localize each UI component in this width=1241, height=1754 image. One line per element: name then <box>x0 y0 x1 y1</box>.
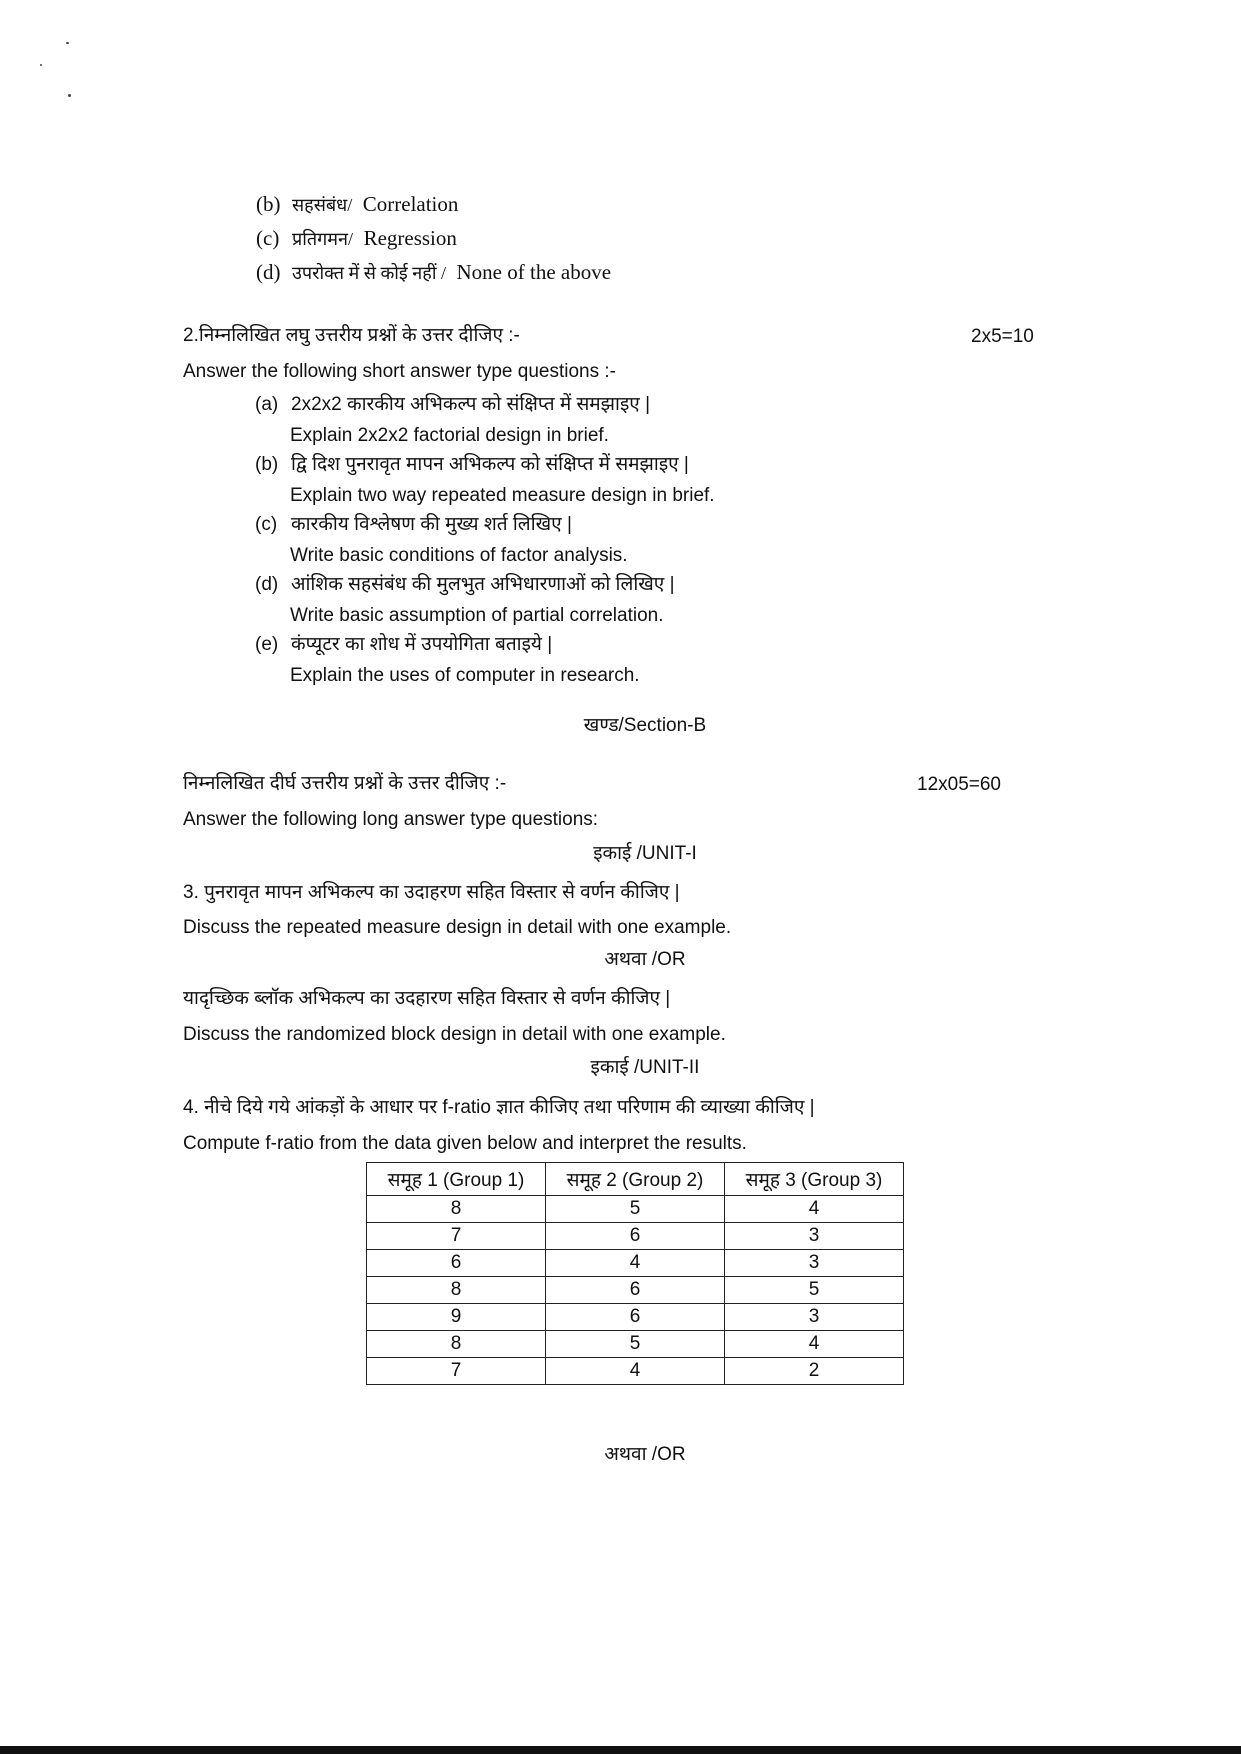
q4-english: Compute f-ratio from the data given below and interpret the results. <box>183 1133 747 1154</box>
section-b-title: खण्ड/Section-B <box>583 715 707 736</box>
table-header-row <box>367 1163 904 1196</box>
option-english: None of the above <box>456 260 612 284</box>
table-cell: 7 <box>367 1223 546 1250</box>
option-letter: (d) <box>256 260 281 284</box>
table-row <box>367 1223 904 1250</box>
table-cell: 6 <box>546 1277 725 1304</box>
q2-item-b-hindi <box>255 453 689 477</box>
option-english: Regression <box>363 226 457 250</box>
q3-alt-hindi: यादृच्छिक ब्लॉक अभिकल्प का उदहारण सहित विस्तार से वर्णन कीजिए | <box>183 988 671 1009</box>
q2-item-d-hindi <box>255 573 675 597</box>
q2-item-e-english: Explain the uses of computer in research. <box>290 665 640 686</box>
item-letter: (c) <box>255 514 278 535</box>
item-letter: (a) <box>255 394 279 415</box>
table-cell: 8 <box>367 1331 546 1358</box>
item-hindi: कंप्यूटर का शोध में उपयोगिता बताइये | <box>291 634 553 655</box>
option-hindi: सहसंबंध/ <box>292 195 353 215</box>
option-english: Correlation <box>362 192 459 216</box>
scan-bottom-border <box>0 1746 1241 1754</box>
item-letter: (d) <box>255 574 279 595</box>
table-row <box>367 1304 904 1331</box>
table-row <box>367 1277 904 1304</box>
q2-heading-hindi: 2.निम्नलिखित लघु उत्तरीय प्रश्नों के उत्तर दीजिए :- <box>183 325 520 346</box>
option-hindi: उपरोक्त में से कोई नहीं / <box>292 263 446 283</box>
table-cell: 5 <box>546 1331 725 1358</box>
item-hindi: द्वि दिश पुनरावृत मापन अभिकल्प को संक्षिप्त में समझाइए | <box>291 454 689 475</box>
q2-item-b-english: Explain two way repeated measure design in brief. <box>290 485 715 506</box>
q2-marks: 2x5=10 <box>971 326 1034 347</box>
table-cell: 4 <box>725 1331 904 1358</box>
q2-item-a-hindi <box>255 393 650 417</box>
option-letter: (b) <box>256 192 281 216</box>
q4-hindi: 4. नीचे दिये गये आंकड़ों के आधार पर f-ratio ज्ञात कीजिए तथा परिणाम की व्याख्या कीजिए | <box>183 1097 815 1118</box>
q3-hindi: 3. पुनरावृत मापन अभिकल्प का उदाहरण सहित विस्तार से वर्णन कीजिए | <box>183 882 680 903</box>
table-row <box>367 1331 904 1358</box>
q2-item-c-english: Write basic conditions of factor analysis. <box>290 545 628 566</box>
table-header-group-1: समूह 1 (Group 1) <box>367 1163 546 1196</box>
unit-1-or: अथवा /OR <box>604 949 686 970</box>
q2-heading-english: Answer the following short answer type questions :- <box>183 361 616 382</box>
table-row <box>367 1196 904 1223</box>
item-letter: (e) <box>255 634 279 655</box>
table-cell: 4 <box>546 1250 725 1277</box>
table-cell: 6 <box>546 1304 725 1331</box>
table-cell: 9 <box>367 1304 546 1331</box>
q1-option-b <box>256 192 458 217</box>
scan-speck <box>40 64 42 66</box>
table-cell: 3 <box>725 1304 904 1331</box>
table-cell: 6 <box>546 1223 725 1250</box>
item-hindi: आंशिक सहसंबंध की मुलभुत अभिधारणाओं को लिखिए | <box>291 574 675 595</box>
table-cell: 8 <box>367 1196 546 1223</box>
table-cell: 6 <box>367 1250 546 1277</box>
q3-english: Discuss the repeated measure design in detail with one example. <box>183 917 732 938</box>
item-letter: (b) <box>255 454 279 475</box>
option-letter: (c) <box>256 226 280 250</box>
table-cell: 5 <box>546 1196 725 1223</box>
table-header-group-3: समूह 3 (Group 3) <box>725 1163 904 1196</box>
q2-item-c-hindi <box>255 513 572 537</box>
table-cell: 5 <box>725 1277 904 1304</box>
unit-2-or: अथवा /OR <box>604 1444 686 1465</box>
table-cell: 3 <box>725 1250 904 1277</box>
table-header-group-2: समूह 2 (Group 2) <box>546 1163 725 1196</box>
q2-item-a-english: Explain 2x2x2 factorial design in brief. <box>290 425 609 446</box>
q1-option-c <box>256 226 457 251</box>
table-cell: 3 <box>725 1223 904 1250</box>
q2-item-e-hindi <box>255 633 552 657</box>
table-row <box>367 1358 904 1385</box>
q3-alt-english: Discuss the randomized block design in detail with one example. <box>183 1024 726 1045</box>
table-cell: 8 <box>367 1277 546 1304</box>
q2-item-d-english: Write basic assumption of partial correlation. <box>290 605 664 626</box>
scan-speck <box>68 94 71 97</box>
section-b-marks: 12x05=60 <box>917 774 1001 795</box>
table-cell: 4 <box>546 1358 725 1385</box>
item-hindi: कारकीय विश्लेषण की मुख्य शर्त लिखिए | <box>291 514 572 535</box>
q1-option-d <box>256 260 611 285</box>
table-row <box>367 1250 904 1277</box>
unit-1-title: इकाई /UNIT-I <box>593 843 697 864</box>
scan-speck <box>66 42 69 44</box>
table-cell: 7 <box>367 1358 546 1385</box>
item-hindi: 2x2x2 कारकीय अभिकल्प को संक्षिप्त में समझाइए | <box>291 394 651 415</box>
unit-2-title: इकाई /UNIT-II <box>590 1057 700 1078</box>
table-cell: 2 <box>725 1358 904 1385</box>
table-cell: 4 <box>725 1196 904 1223</box>
f-ratio-data-table <box>366 1162 904 1385</box>
section-b-heading-hindi: निम्नलिखित दीर्घ उत्तरीय प्रश्नों के उत्तर दीजिए :- <box>183 773 507 794</box>
section-b-heading-english: Answer the following long answer type questions: <box>183 809 599 830</box>
option-hindi: प्रतिगमन/ <box>292 229 354 249</box>
